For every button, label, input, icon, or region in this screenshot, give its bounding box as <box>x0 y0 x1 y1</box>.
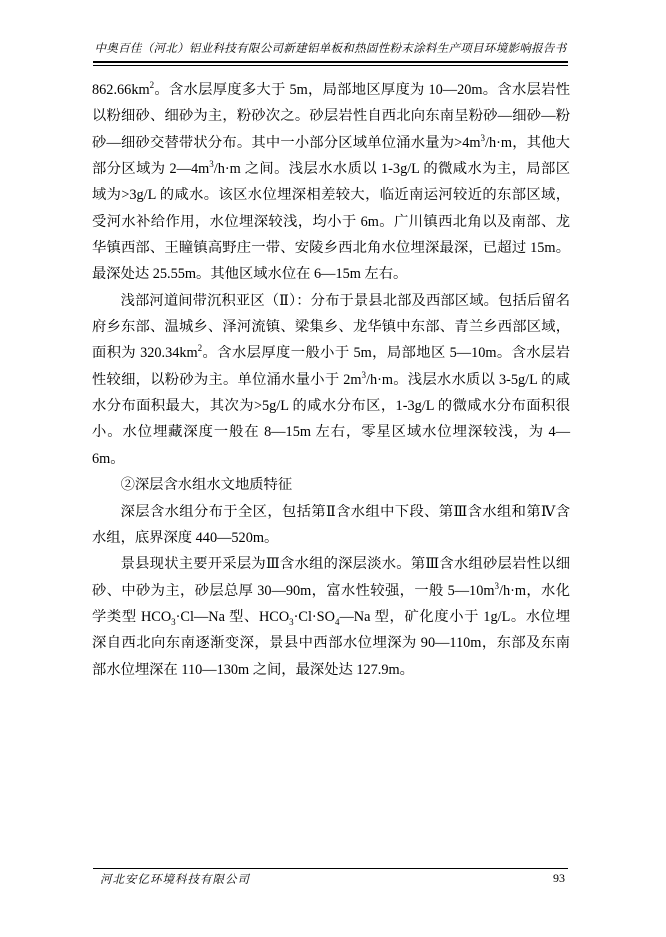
header-double-rule <box>93 61 568 66</box>
paragraph <box>92 551 570 683</box>
sub-text-run: 4 <box>334 616 340 627</box>
text-run: 景县现状主要开采层为Ⅲ含水组的深层淡水。第Ⅲ含水组砂层岩性以细砂、中砂为主，砂层总厚 30—90m，富水性较强，一般 5—10m <box>92 556 570 599</box>
text-run: ·Cl—Na 型、HCO <box>175 608 290 625</box>
text-run: 。含水层厚度一般小于 5m，局部地区 5—10m。含水层岩性较细，以粉砂为主。单位涌水量小于 2m <box>92 345 570 388</box>
paragraph <box>92 77 570 288</box>
text-run: /h·m，水化学类型 HCO <box>92 582 570 625</box>
document-body <box>92 77 570 683</box>
header-title: 中奥百佳（河北）铝业科技有限公司新建铝单板和热固性粉末涂料生产项目环境影响报告书 <box>94 43 567 55</box>
sub-text-run: 3 <box>289 616 294 627</box>
footer-company: 河北安亿环境科技有限公司 <box>100 874 250 886</box>
sup-text-run: 3 <box>361 370 366 381</box>
page-footer <box>93 871 568 887</box>
text-run: ·Cl·SO <box>293 608 335 625</box>
text-run: /h·m。浅层水水质以 3-5g/L 的咸水分布面积最大，其次为>5g/L 的咸水分布区，1-3g/L 的微咸水分布面积很小。水位埋藏深度一般在 8—15m 左右，零星区域水位埋深较浅，为 4—6m。 <box>92 371 571 467</box>
paragraph <box>92 288 570 472</box>
text-run: /h·m 之间。浅层水水质以 1-3g/L 的微咸水为主，局部区域为>3g/L 的咸水。该区水位埋深相差较大，临近南运河较近的东部区域，受河水补给作用，水位埋深较浅，均小于 6m。广川镇西北角以及南部、龙华镇西部、王瞳镇高野庄一带、安陵乡西北角水位埋深最深，已超过 15m。最深处达 25.55m。其他区域水位在 6—15m 左右。 <box>92 161 570 283</box>
sup-text-run: 3 <box>209 159 214 170</box>
sub-text-run: 3 <box>171 616 176 627</box>
paragraph <box>92 472 570 498</box>
text-run: /h·m，其他大部分区域为 2—4m <box>92 134 570 178</box>
paragraph <box>92 499 570 552</box>
sup-text-run: 3 <box>480 132 486 143</box>
footer-rule <box>93 868 568 869</box>
sup-text-run: 2 <box>149 80 155 91</box>
text-run: —Na 型，矿化度小于 1g/L。水位埋深自西北向东南逐渐变深，景县中西部水位埋深为 90—110m，东部及东南部水位埋深在 110—130m 之间，最深处达 127.9m。 <box>92 608 571 678</box>
text-run: 深层含水组分布于全区，包括第Ⅱ含水组中下段、第Ⅲ含水组和第Ⅳ含水组，底界深度 440—520m。 <box>92 503 570 546</box>
text-run: ②深层含水组水文地质特征 <box>120 477 293 494</box>
sup-text-run: 3 <box>494 580 499 591</box>
text-run: 浅部河道间带沉积亚区（Ⅱ）：分布于景县北部及西部区域。包括后留名府乡东部、温城乡、泽河流镇、梁集乡、龙华镇中东部、青兰乡西部区域，面积为 320.34km <box>92 292 570 362</box>
text-run: 。含水层厚度多大于 5m，局部地区厚度为 10—20m。含水层岩性以粉细砂、细砂为主，粉砂次之。砂层岩性自西北向东南呈粉砂—细砂—粉砂—细砂交替带状分布。其中一小部分区域单位涌水量为>4m <box>92 82 570 151</box>
sup-text-run: 2 <box>197 343 203 354</box>
text-run: 862.66km <box>92 82 150 98</box>
page-number: 93 <box>553 871 565 885</box>
